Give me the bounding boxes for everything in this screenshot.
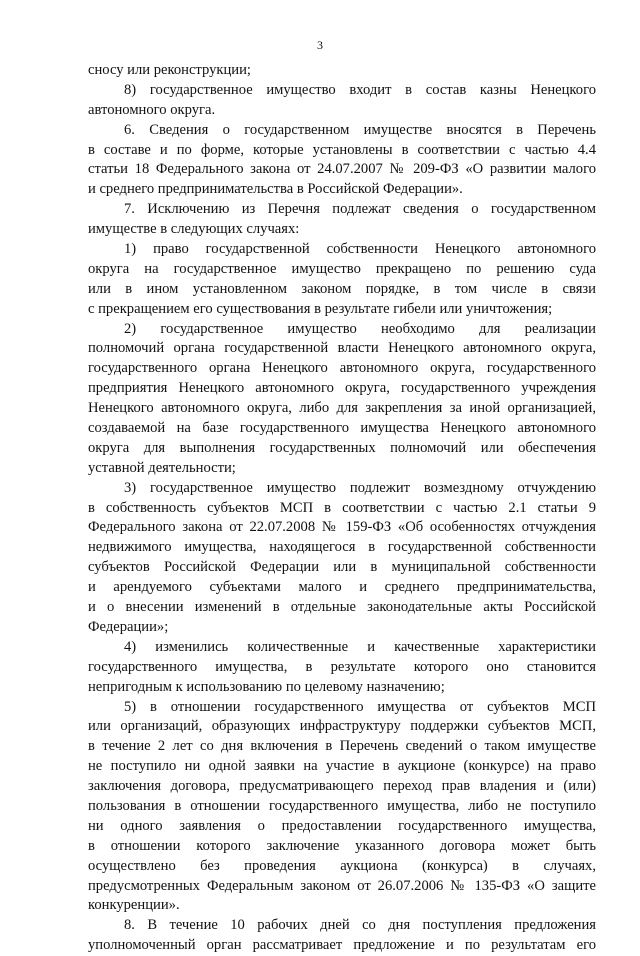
text-line: 2) государственное имущество необходимо для реализации	[124, 320, 596, 337]
text-line: конкуренции».	[88, 897, 180, 914]
document-body	[88, 61, 596, 956]
text-line: и о внесении изменений в отдельные законодательные акты Российской	[88, 599, 596, 616]
text-line: уполномоченный орган рассматривает предложение и по результатам его	[88, 937, 596, 954]
text-line: автономного округа.	[88, 101, 216, 118]
text-line: 1) право государственной собственности Ненецкого автономного	[124, 241, 596, 258]
text-line: не поступило ни одной заявки на участие в аукционе (конкурсе) на право	[88, 758, 596, 775]
text-line: 8. В течение 10 рабочих дней со дня поступления предложения	[124, 917, 596, 934]
text-line: 8) государственное имущество входит в состав казны Ненецкого	[124, 81, 596, 98]
text-line: 6. Сведения о государственном имуществе вносятся в Перечень	[124, 121, 596, 138]
text-line: и арендуемого субъектами малого и среднего предпринимательства,	[88, 579, 596, 596]
page-number: 3	[317, 38, 323, 52]
text-line: 7. Исключению из Перечня подлежат сведения о государственном	[124, 201, 596, 218]
text-line: заключения договора, предусматривающего переход прав владения и (или)	[88, 778, 596, 795]
text-line: недвижимого имущества, находящегося в государственной собственности	[88, 539, 596, 556]
text-line: округа для выполнения государственных полномочий или обеспечения	[88, 439, 596, 456]
text-line: имуществе в следующих случаях:	[88, 221, 300, 238]
text-line: и среднего предпринимательства в Российской Федерации».	[88, 181, 463, 198]
text-line: государственного органа Ненецкого автономного округа, государственного	[88, 360, 596, 377]
text-line: в собственность субъектов МСП в соответствии с частью 2.1 статьи 9	[88, 499, 596, 516]
text-line: осуществлено без проведения аукциона (конкурса) в случаях,	[88, 857, 596, 874]
text-line: создаваемой на базе государственного имущества Ненецкого автономного	[88, 420, 596, 437]
text-line: сносу или реконструкции;	[88, 62, 251, 78]
text-line: непригодным к использованию по целевому назначению;	[88, 678, 445, 695]
text-line: полномочий органа государственной власти Ненецкого автономного округа,	[88, 340, 596, 357]
text-line: в отношении которого заключение указанного договора может быть	[88, 837, 596, 854]
text-line: округа на государственное имущество прекращено по решению суда	[88, 260, 596, 277]
text-line: или организаций, образующих инфраструктуру поддержки субъектов МСП,	[88, 718, 596, 735]
text-line: Ненецкого автономного округа, либо для закрепления за иной организацией,	[88, 400, 596, 417]
text-line: уставной деятельности;	[88, 459, 236, 476]
text-line: 5) в отношении государственного имущества от субъектов МСП	[124, 698, 596, 715]
text-line: статьи 18 Федерального закона от 24.07.2007 № 209-ФЗ «О развитии малого	[88, 161, 596, 178]
text-line: в течение 2 лет со дня включения в Перечень сведений о таком имуществе	[88, 738, 596, 755]
text-line: предприятия Ненецкого автономного округа, государственного учреждения	[88, 380, 596, 397]
text-line: государственного имущества, в результате которого оно становится	[88, 658, 596, 675]
text-line: Федерального закона от 22.07.2008 № 159-ФЗ «Об особенностях отчуждения	[88, 519, 596, 536]
text-line: в составе и по форме, которые установлены в соответствии с частью 4.4	[88, 141, 596, 158]
text-line: с прекращением его существования в результате гибели или уничтожения;	[88, 300, 553, 317]
text-line: Федерации»;	[88, 618, 169, 635]
text-line: ни одного заявления о предоставлении государственного имущества,	[88, 817, 596, 834]
text-line: субъектов Российской Федерации или в муниципальной собственности	[88, 559, 596, 576]
text-line: или в ином установленном законом порядке, в том числе в связи	[88, 280, 596, 297]
text-line: пользования в отношении государственного имущества, либо не поступило	[88, 797, 596, 814]
text-line: 3) государственное имущество подлежит возмездному отчуждению	[124, 479, 596, 496]
text-line: предусмотренных Федеральным законом от 26.07.2006 № 135-ФЗ «О защите	[88, 877, 596, 894]
text-line: 4) изменились количественные и качественные характеристики	[124, 638, 596, 655]
